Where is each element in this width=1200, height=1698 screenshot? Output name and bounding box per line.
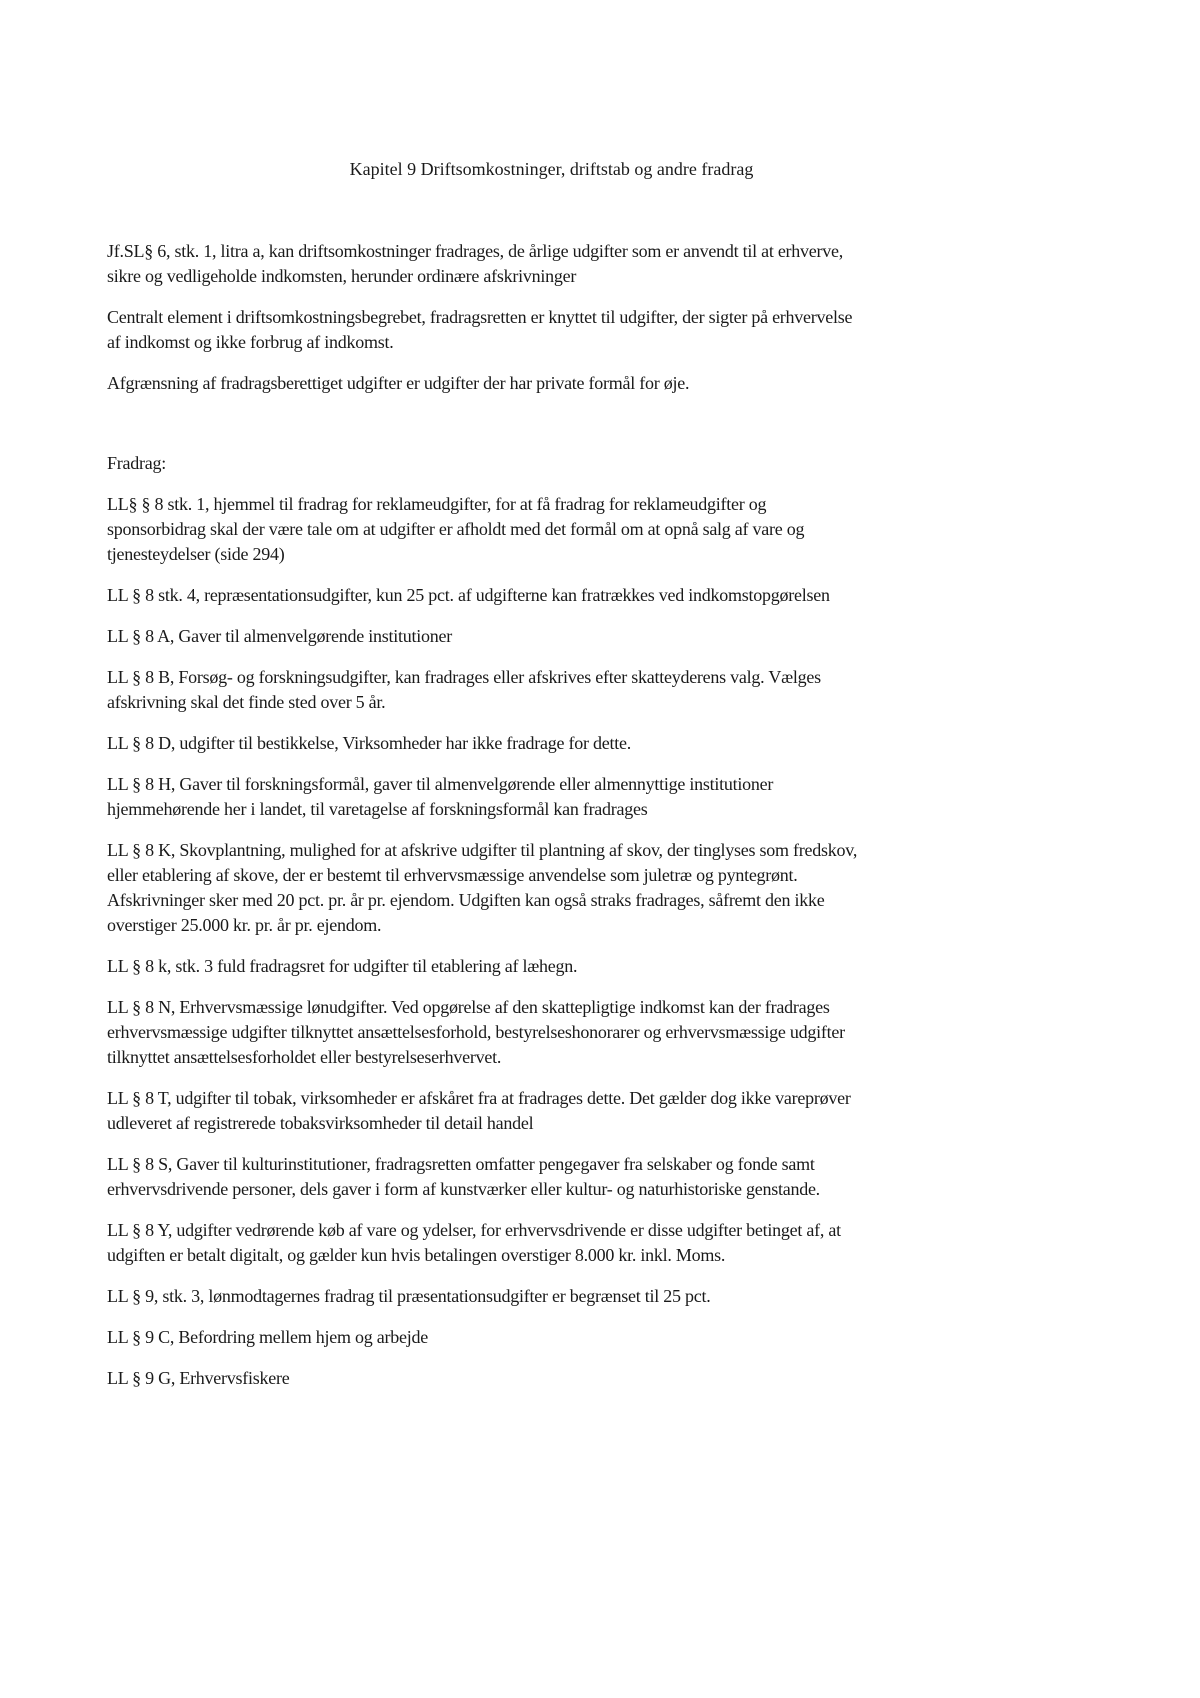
text-line: afskrivning skal det finde sted over 5 år. — [107, 692, 386, 712]
deduction-item — [107, 1284, 1107, 1309]
document-title: Kapitel 9 Driftsomkostninger, driftstab og andre fradrag — [349, 159, 754, 179]
document-body — [107, 239, 1107, 1407]
text-line: overstiger 25.000 kr. pr. år pr. ejendom. — [107, 915, 382, 935]
text-line: Afskrivninger sker med 20 pct. pr. år pr. ejendom. Udgiften kan også straks fradrages, såfremt den ikke — [107, 890, 825, 910]
text-line: sponsorbidrag skal der være tale om at udgifter er afholdt med det formål om at opnå salg af vare og — [107, 519, 805, 539]
text-line: Jf.SL§ 6, stk. 1, litra a, kan driftsomkostninger fradrages, de årlige udgifter som er anvendt til at erhverve, — [107, 241, 844, 261]
text-line: LL § 8 stk. 4, repræsentationsudgifter, kun 25 pct. af udgifterne kan fratrækkes ved indkomstopgørelsen — [107, 585, 830, 605]
text-line: LL § 8 k, stk. 3 fuld fradragsret for udgifter til etablering af læhegn. — [107, 956, 578, 976]
text-line: LL § 8 A, Gaver til almenvelgørende institutioner — [107, 626, 452, 646]
text-line: udleveret af registrerede tobaksvirksomheder til detail handel — [107, 1113, 534, 1133]
intro-section — [107, 239, 1107, 396]
deduction-item — [107, 731, 1107, 756]
text-line: LL § 8 S, Gaver til kulturinstitutioner, fradragsretten omfatter pengegaver fra selskaber og fonde samt — [107, 1154, 815, 1174]
text-line: erhvervsmæssige udgifter tilknyttet ansættelsesforhold, bestyrelseshonorarer og erhvervsmæssige udgifter — [107, 1022, 845, 1042]
text-line: udgiften er betalt digitalt, og gælder kun hvis betalingen overstiger 8.000 kr. inkl. Moms. — [107, 1245, 726, 1265]
deduction-item — [107, 492, 1107, 567]
deduction-item — [107, 1325, 1107, 1350]
blank-line — [107, 412, 1107, 451]
intro-paragraph — [107, 371, 1107, 396]
text-line: af indkomst og ikke forbrug af indkomst. — [107, 332, 394, 352]
text-line: erhvervsdrivende personer, dels gaver i form af kunstværker eller kultur- og naturhistoriske genstande. — [107, 1179, 820, 1199]
deduction-item — [107, 1152, 1107, 1202]
text-line: Centralt element i driftsomkostningsbegrebet, fradragsretten er knyttet til udgifter, der sigter på erhvervelse — [107, 307, 853, 327]
text-line: LL § 8 D, udgifter til bestikkelse, Virksomheder har ikke fradrage for dette. — [107, 733, 631, 753]
deduction-item — [107, 954, 1107, 979]
deduction-item — [107, 1366, 1107, 1391]
intro-paragraph — [107, 305, 1107, 355]
text-line: LL § 9 G, Erhvervsfiskere — [107, 1368, 290, 1388]
text-line: LL § 8 K, Skovplantning, mulighed for at afskrive udgifter til plantning af skov, der tinglyses som fredskov, — [107, 840, 858, 860]
deduction-item — [107, 995, 1107, 1070]
deduction-item — [107, 1086, 1107, 1136]
deduction-item — [107, 772, 1107, 822]
text-line: Afgrænsning af fradragsberettiget udgifter er udgifter der har private formål for øje. — [107, 373, 690, 393]
text-line: LL § 8 H, Gaver til forskningsformål, gaver til almenvelgørende eller almennyttige institutioner — [107, 774, 774, 794]
section-heading: Fradrag: — [107, 453, 166, 473]
deduction-item — [107, 624, 1107, 649]
deduction-item — [107, 583, 1107, 608]
text-line: LL § 8 Y, udgifter vedrørende køb af vare og ydelser, for erhvervsdrivende er disse udgifter betinget af, at — [107, 1220, 841, 1240]
text-line: eller etablering af skove, der er bestemt til erhvervsmæssige anvendelse som juletræ og pyntegrønt. — [107, 865, 798, 885]
text-line: sikre og vedligeholde indkomsten, herunder ordinære afskrivninger — [107, 266, 577, 286]
text-line: LL § 8 N, Erhvervsmæssige lønudgifter. Ved opgørelse af den skattepligtige indkomst kan der fradrages — [107, 997, 830, 1017]
deduction-item — [107, 838, 1107, 938]
text-line: LL § 8 T, udgifter til tobak, virksomheder er afskåret fra at fradrages dette. Det gælder dog ikke vareprøver — [107, 1088, 851, 1108]
intro-paragraph — [107, 239, 1107, 289]
text-line: LL § 9, stk. 3, lønmodtagernes fradrag til præsentationsudgifter er begrænset til 25 pct. — [107, 1286, 711, 1306]
text-line: tjenesteydelser (side 294) — [107, 544, 285, 564]
deduction-item — [107, 665, 1107, 715]
text-line: tilknyttet ansættelsesforholdet eller bestyrelseserhvervet. — [107, 1047, 502, 1067]
text-line: LL § 9 C, Befordring mellem hjem og arbejde — [107, 1327, 428, 1347]
deduction-item — [107, 1218, 1107, 1268]
deductions-list — [107, 492, 1107, 1391]
text-line: LL § 8 B, Forsøg- og forskningsudgifter, kan fradrages eller afskrives efter skatteyderens valg. Vælges — [107, 667, 821, 687]
text-line: LL§ § 8 stk. 1, hjemmel til fradrag for reklameudgifter, for at få fradrag for reklameudgifter og — [107, 494, 767, 514]
text-line: hjemmehørende her i landet, til varetagelse af forskningsformål kan fradrages — [107, 799, 648, 819]
